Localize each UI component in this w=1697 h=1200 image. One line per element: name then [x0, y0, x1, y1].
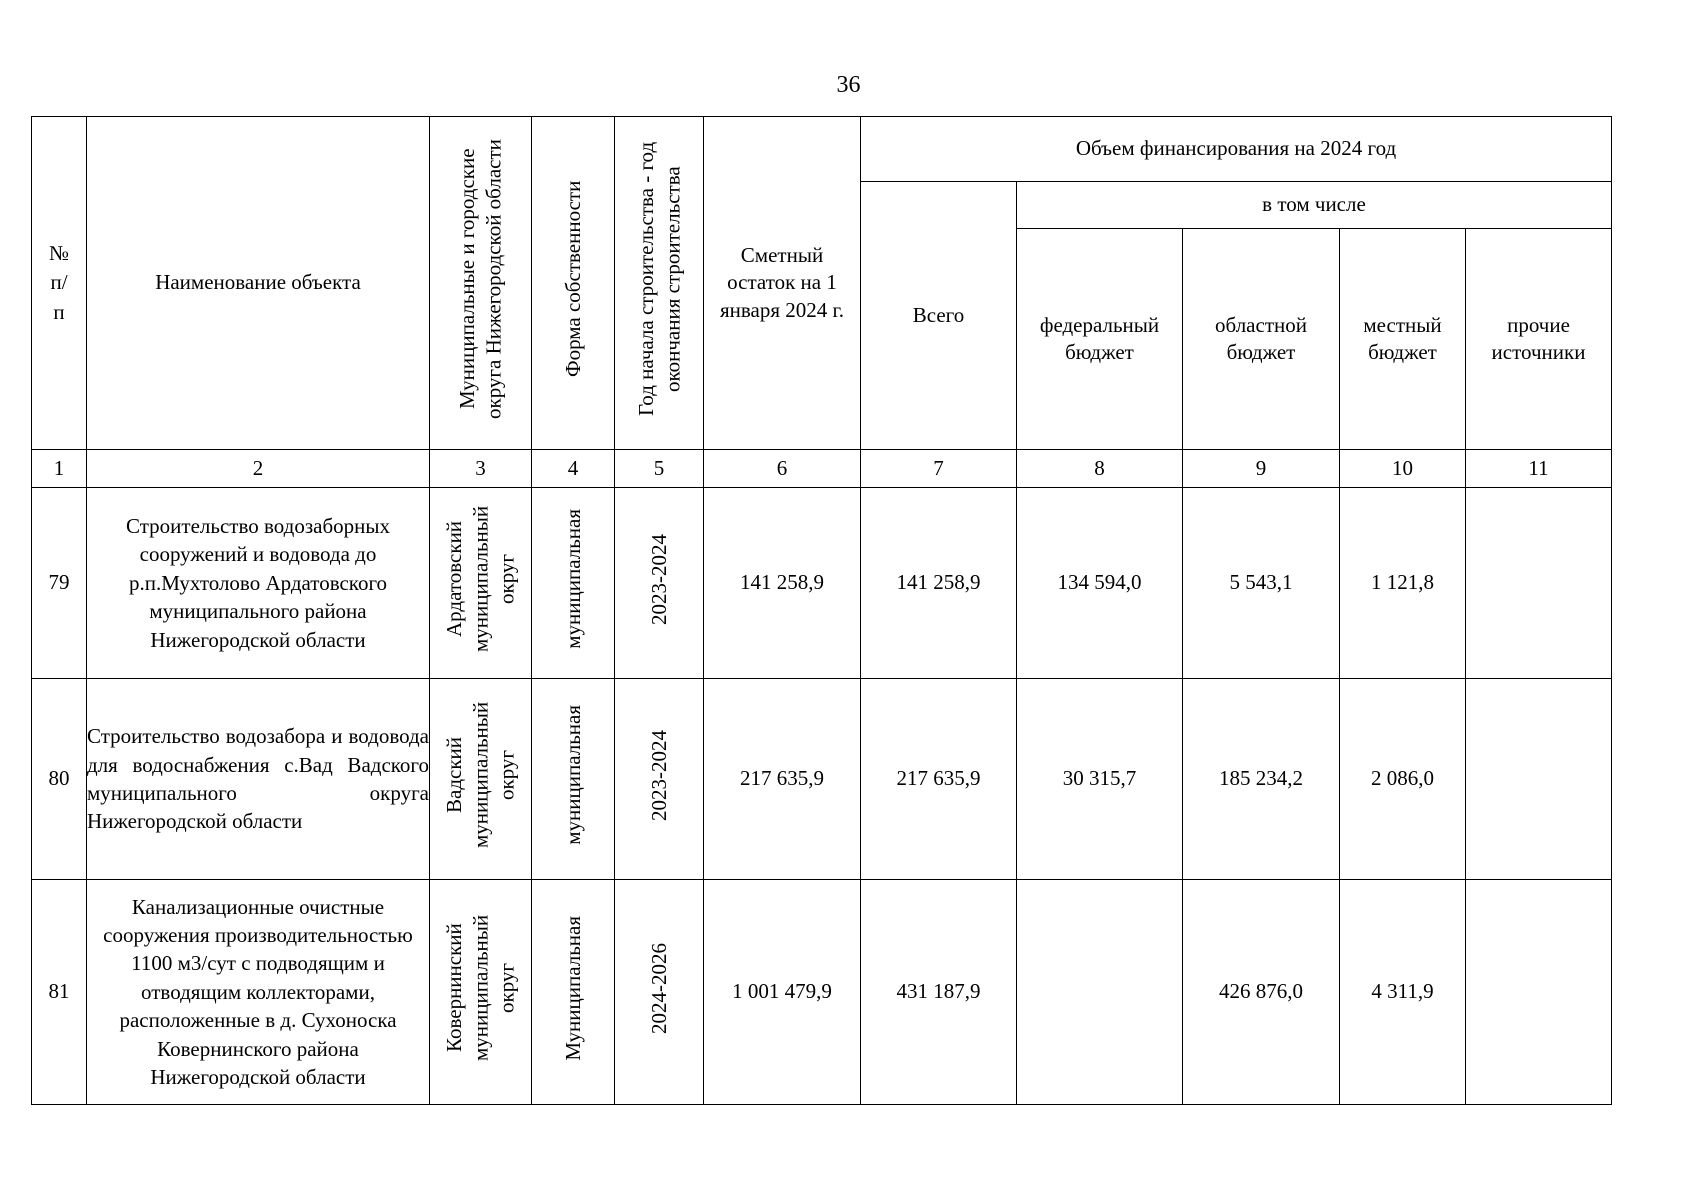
row-municipality	[430, 880, 532, 1105]
table-row	[32, 880, 1612, 1105]
column-index: 8	[1017, 450, 1183, 488]
row-years	[615, 880, 704, 1105]
financing-table	[31, 116, 1612, 1105]
row-other	[1466, 880, 1612, 1105]
row-ownership	[532, 679, 615, 880]
row-municipality	[430, 488, 532, 679]
header-ownership	[532, 117, 615, 450]
column-index: 4	[532, 450, 615, 488]
table-row	[32, 679, 1612, 880]
header-years-label: Год начала строительства - год окончания строительства	[633, 142, 684, 417]
header-municipality-label: Муниципальные и городские округа Нижегородской области	[455, 139, 506, 420]
row-ownership-label: муниципальная	[560, 509, 585, 650]
row-federal	[1017, 880, 1183, 1105]
row-years-label: 2023-2024	[646, 729, 671, 821]
row-local: 4 311,9	[1340, 880, 1466, 1105]
column-index: 7	[861, 450, 1017, 488]
header-volume: Объем финансирования на 2024 год	[861, 117, 1612, 182]
row-municipality	[430, 679, 532, 880]
row-remainder: 141 258,9	[704, 488, 861, 679]
header-local: местный бюджет	[1340, 229, 1466, 450]
row-regional: 426 876,0	[1183, 880, 1340, 1105]
row-name: Строительство водозаборных сооружений и водовода до р.п.Мухтолово Ардатовского муниципального района Нижегородской области	[87, 488, 430, 679]
row-years-label: 2023-2024	[646, 533, 671, 625]
row-name: Строительство водозабора и водовода для водоснабжения с.Вад Вадского муниципального округа Нижегородской области	[87, 679, 430, 880]
header-years	[615, 117, 704, 450]
row-name: Канализационные очистные сооружения производительностью 1100 м3/сут с подводящим и отводящим коллекторами, расположенные в д. Сухоноска Ковернинского района Нижегородской области	[87, 880, 430, 1105]
column-index-row	[32, 450, 1612, 488]
row-years	[615, 488, 704, 679]
row-remainder: 1 001 479,9	[704, 880, 861, 1105]
row-regional: 5 543,1	[1183, 488, 1340, 679]
page-number: 36	[836, 72, 861, 98]
row-ownership	[532, 880, 615, 1105]
row-other	[1466, 679, 1612, 880]
header-name: Наименование объекта	[87, 117, 430, 450]
header-including: в том числе	[1017, 182, 1612, 229]
header-other: прочие источники	[1466, 229, 1612, 450]
header-ownership-label: Форма собственности	[560, 181, 585, 378]
column-index: 2	[87, 450, 430, 488]
column-index: 5	[615, 450, 704, 488]
column-index: 10	[1340, 450, 1466, 488]
row-num: 79	[32, 488, 87, 679]
row-local: 1 121,8	[1340, 488, 1466, 679]
header-row-1	[32, 117, 1612, 182]
row-total: 217 635,9	[861, 679, 1017, 880]
row-ownership-label: муниципальная	[560, 705, 585, 846]
row-federal: 30 315,7	[1017, 679, 1183, 880]
header-total: Всего	[861, 182, 1017, 450]
header-num: № п/ п	[32, 117, 87, 450]
row-total: 431 187,9	[861, 880, 1017, 1105]
header-regional: областной бюджет	[1183, 229, 1340, 450]
column-index: 6	[704, 450, 861, 488]
row-total: 141 258,9	[861, 488, 1017, 679]
table-row	[32, 488, 1612, 679]
row-remainder: 217 635,9	[704, 679, 861, 880]
row-num: 81	[32, 880, 87, 1105]
column-index: 9	[1183, 450, 1340, 488]
column-index: 11	[1466, 450, 1612, 488]
header-federal: федеральный бюджет	[1017, 229, 1183, 450]
column-index: 3	[430, 450, 532, 488]
row-num: 80	[32, 679, 87, 880]
row-local: 2 086,0	[1340, 679, 1466, 880]
row-ownership-label: Муниципальная	[560, 916, 585, 1061]
header-municipality	[430, 117, 532, 450]
row-other	[1466, 488, 1612, 679]
row-ownership	[532, 488, 615, 679]
header-remainder: Сметный остаток на 1 января 2024 г.	[704, 117, 861, 450]
row-years	[615, 679, 704, 880]
row-regional: 185 234,2	[1183, 679, 1340, 880]
row-years-label: 2024-2026	[646, 942, 671, 1034]
row-municipality-label: Вадский муниципальный округ	[442, 702, 519, 849]
row-municipality-label: Ардатовский муниципальный округ	[442, 506, 519, 653]
row-municipality-label: Ковернинский муниципальный округ	[442, 915, 519, 1062]
column-index: 1	[32, 450, 87, 488]
row-federal: 134 594,0	[1017, 488, 1183, 679]
